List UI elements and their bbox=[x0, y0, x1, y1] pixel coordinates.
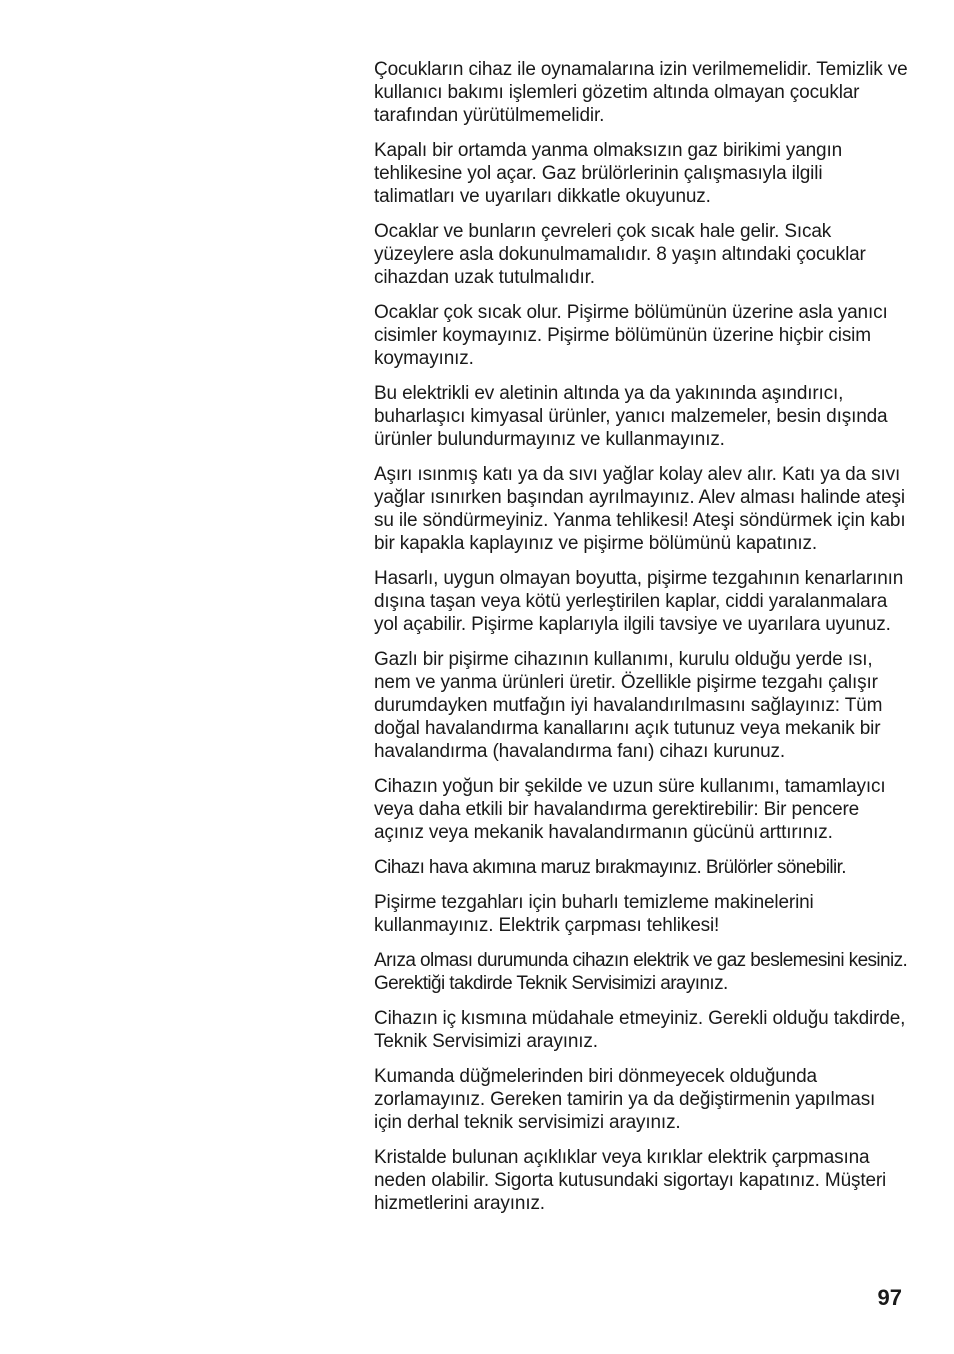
paragraph-intensive-use: Cihazın yoğun bir şekilde ve uzun süre kullanımı, tamamlayıcı veya daha etkili bir havalandırma gerektirebilir: Bir pencere açınız veya mekanik havalandırmanın gücünü arttırınız. bbox=[374, 776, 886, 843]
paragraph-hot-surfaces: Ocaklar ve bunların çevreleri çok sıcak hale gelir. Sıcak yüzeylere asla dokunulmamalıdır. 8 yaşın altındaki çocuklar cihazdan uzak tutulmalıdır. bbox=[374, 221, 866, 288]
paragraph-overheated-oil: Aşırı ısınmış katı ya da sıvı yağlar kolay alev alır. Katı ya da sıvı yağlar ısınırken başından ayrılmayınız. Alev alması halinde ateşi su ile söndürmeyiniz. Yanma tehlikesi! Ateşi söndürmek için kabı bir kapakla kaplayınız ve pişirme bölümünü kapatınız. bbox=[374, 464, 906, 554]
paragraph-malfunction: Arıza olması durumunda cihazın elektrik ve gaz beslemesini kesiniz. Gerektiği takdirde Teknik Servisimizi arayınız. bbox=[374, 950, 908, 994]
paragraph-draught: Cihazı hava akımına maruz bırakmayınız. Brülörler sönebilir. bbox=[374, 857, 846, 878]
safety-instructions bbox=[374, 58, 908, 1227]
paragraph-children-play: Çocukların cihaz ile oynamalarına izin verilmemelidir. Temizlik ve kullanıcı bakımı işlemleri gözetim altında olmayan çocuklar tarafından yürütülmemelidir. bbox=[374, 59, 908, 126]
paragraph-glass-cracks: Kristalde bulunan açıklıklar veya kırıklar elektrik çarpmasına neden olabilir. Sigorta kutusundaki sigortayı kapatınız. Müşteri hizmetlerini arayınız. bbox=[374, 1147, 887, 1214]
paragraph-gas-accumulation: Kapalı bir ortamda yanma olmaksızın gaz birikimi yangın tehlikesine yol açar. Gaz brülörlerinin çalışmasıyla ilgili talimatları ve uyarıları dikkatle okuyunuz. bbox=[374, 140, 843, 207]
paragraph-flammable-objects: Ocaklar çok sıcak olur. Pişirme bölümünün üzerine asla yanıcı cisimler koymayınız. Pişirme bölümünün üzerine hiçbir cisim koymayınız. bbox=[374, 302, 888, 369]
paragraph-chemical-products: Bu elektrikli ev aletinin altında ya da yakınında aşındırıcı, buharlaşıcı kimyasal ürünler, yanıcı malzemeler, besin dışında ürünler bulundurmayınız ve kullanmayınız. bbox=[374, 383, 888, 450]
paragraph-damaged-pans: Hasarlı, uygun olmayan boyutta, pişirme tezgahının kenarlarının dışına taşan veya kötü yerleştirilen kaplar, ciddi yaralanmalara yol açabilir. Pişirme kaplarıyla ilgili tavsiye ve uyarılara uyunuz. bbox=[374, 568, 904, 635]
paragraph-internal-repairs: Cihazın iç kısmına müdahale etmeyiniz. Gerekli olduğu takdirde, Teknik Servisimizi arayınız. bbox=[374, 1008, 906, 1052]
paragraph-steam-cleaner: Pişirme tezgahları için buharlı temizleme makinelerini kullanmayınız. Elektrik çarpması tehlikesi! bbox=[374, 892, 814, 936]
page-number: 97 bbox=[877, 1285, 902, 1310]
paragraph-ventilation: Gazlı bir pişirme cihazının kullanımı, kurulu olduğu yerde ısı, nem ve yanma ürünleri üretir. Özellikle pişirme tezgahı çalışır durumdayken mutfağın iyi havalandırılmasını sağlayınız: Tüm doğal havalandırma kanallarını açık tutunuz veya mekanik bir havalandırma (havalandırma fanı) cihazı kurunuz. bbox=[374, 649, 883, 762]
paragraph-control-knobs: Kumanda düğmelerinden biri dönmeyecek olduğunda zorlamayınız. Gereken tamirin ya da değiştirmenin yapılması için derhal teknik servisimizi arayınız. bbox=[374, 1066, 876, 1133]
